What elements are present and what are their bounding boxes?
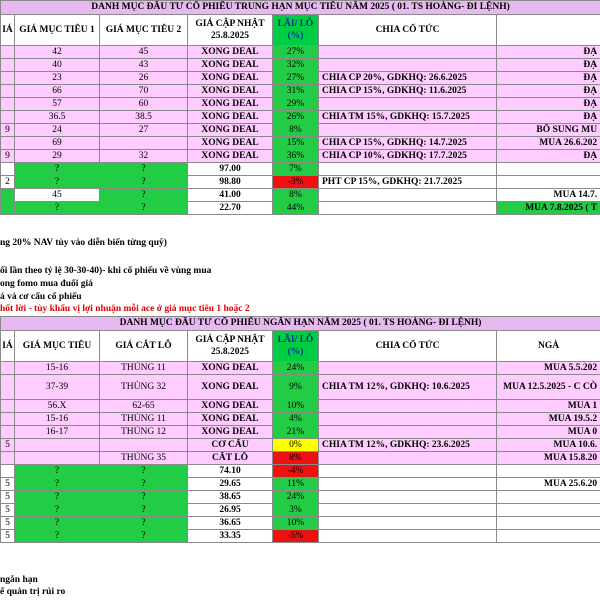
note-3: ong fomo mua đuổi giá: [0, 279, 93, 289]
cell[interactable]: [319, 59, 497, 72]
table-row: [1, 426, 600, 439]
table-row: [1, 176, 600, 189]
cell[interactable]: ĐẠ: [497, 150, 600, 163]
cell[interactable]: ?: [15, 517, 100, 530]
cell[interactable]: PHT CP 15%, GDKHQ: 21.7.2025: [319, 176, 497, 189]
cell[interactable]: [319, 202, 497, 215]
table-row: [1, 362, 600, 375]
cell[interactable]: ĐẠ: [497, 111, 600, 124]
cell[interactable]: -3%: [273, 176, 319, 189]
table-row: [1, 202, 600, 215]
cell[interactable]: 26.95: [188, 504, 273, 517]
table-row: [1, 189, 600, 202]
medium-term-portfolio-table: [0, 0, 600, 215]
cell[interactable]: CHIA CP 15%, GDKHQ: 14.7.2025: [319, 137, 497, 150]
table-row: [1, 465, 600, 478]
cell[interactable]: 16-17: [15, 426, 100, 439]
cell[interactable]: ?: [100, 189, 188, 202]
cell[interactable]: 5: [1, 504, 15, 517]
cell[interactable]: 29.65: [188, 478, 273, 491]
cell[interactable]: 2: [1, 176, 15, 189]
header-target: GIÁ MỤC TIÊU: [15, 331, 100, 362]
cell[interactable]: [319, 413, 497, 426]
cell[interactable]: XONG DEAL: [188, 362, 273, 375]
cell[interactable]: CHIA TM 12%, GDKHQ: 10.6.2025: [319, 375, 497, 400]
cell[interactable]: 40: [15, 59, 100, 72]
cell[interactable]: [1, 163, 15, 176]
cell[interactable]: 24%: [273, 362, 319, 375]
cell[interactable]: 45: [15, 189, 100, 202]
cell[interactable]: 36%: [273, 150, 319, 163]
cell[interactable]: 27%: [273, 46, 319, 59]
cell[interactable]: [15, 439, 100, 452]
cell[interactable]: [1, 452, 15, 465]
cell[interactable]: THỦNG 11: [100, 413, 188, 426]
cell[interactable]: XONG DEAL: [188, 72, 273, 85]
table-row: [1, 137, 600, 150]
table-row: [1, 124, 600, 137]
cell[interactable]: XONG DEAL: [188, 426, 273, 439]
cell[interactable]: [15, 452, 100, 465]
cell[interactable]: ?: [100, 478, 188, 491]
cell[interactable]: XONG DEAL: [188, 85, 273, 98]
cell[interactable]: XONG DEAL: [188, 124, 273, 137]
cell[interactable]: 37-39: [15, 375, 100, 400]
cell[interactable]: ?: [100, 202, 188, 215]
cell[interactable]: [1, 85, 15, 98]
cell[interactable]: XONG DEAL: [188, 413, 273, 426]
cell[interactable]: 0%: [273, 439, 319, 452]
cell[interactable]: [1, 426, 15, 439]
cell[interactable]: [319, 504, 497, 517]
table-row: [1, 163, 600, 176]
cell[interactable]: 26%: [273, 111, 319, 124]
table-row: [1, 98, 600, 111]
cell[interactable]: 10%: [273, 400, 319, 413]
cell[interactable]: ?: [15, 163, 100, 176]
cell[interactable]: ?: [15, 478, 100, 491]
cell[interactable]: 29: [15, 150, 100, 163]
cell[interactable]: CHIA CP 15%, GDKHQ: 11.6.2025: [319, 85, 497, 98]
cell[interactable]: [319, 46, 497, 59]
cell[interactable]: ?: [100, 491, 188, 504]
cell[interactable]: CHIA TM 15%, GDKHQ: 15.7.2025: [319, 111, 497, 124]
header-target-1: GIÁ MỤC TIÊU 1: [15, 15, 100, 46]
cell[interactable]: [497, 465, 600, 478]
cell[interactable]: MUA 14.7.: [497, 189, 600, 202]
cell[interactable]: XONG DEAL: [188, 46, 273, 59]
cell[interactable]: ĐẠ: [497, 59, 600, 72]
cell[interactable]: 70: [100, 85, 188, 98]
cell[interactable]: 22.70: [188, 202, 273, 215]
cell[interactable]: 15-16: [15, 413, 100, 426]
cell[interactable]: 5: [1, 491, 15, 504]
table-row: [1, 504, 600, 517]
cell[interactable]: THỦNG 11: [100, 362, 188, 375]
cell[interactable]: 5: [1, 530, 15, 543]
table-row: [1, 59, 600, 72]
cell[interactable]: 23: [15, 72, 100, 85]
cell[interactable]: [319, 465, 497, 478]
cell[interactable]: 10%: [273, 517, 319, 530]
table-row: [1, 491, 600, 504]
header-profit-loss: LÃI/ LỖ (%): [273, 331, 319, 362]
cell[interactable]: ?: [100, 530, 188, 543]
cell[interactable]: 27: [100, 124, 188, 137]
cell[interactable]: [319, 478, 497, 491]
note-red: hốt lời - tùy khẩu vị lợi nhuận mỗi ace ở giá mục tiêu 1 hoặc 2: [0, 304, 250, 314]
cell[interactable]: 69: [15, 137, 100, 150]
cell[interactable]: ?: [100, 163, 188, 176]
cell[interactable]: [1, 362, 15, 375]
cell[interactable]: CƠ CẤU: [188, 439, 273, 452]
cell[interactable]: ĐẠ: [497, 98, 600, 111]
note-1: ng 20% NAV tùy vào diễn biến từng quỹ): [0, 238, 167, 248]
cell[interactable]: [1, 189, 15, 202]
cell[interactable]: ?: [100, 517, 188, 530]
cell[interactable]: [1, 72, 15, 85]
cell[interactable]: 45: [100, 46, 188, 59]
cell[interactable]: BỔ SUNG MU: [497, 124, 600, 137]
cell[interactable]: ?: [15, 176, 100, 189]
cell[interactable]: [497, 517, 600, 530]
cell[interactable]: 5: [1, 517, 15, 530]
cell[interactable]: 38.65: [188, 491, 273, 504]
cell[interactable]: 8%: [273, 452, 319, 465]
header-price: IÁ: [1, 331, 15, 362]
table-row: [1, 400, 600, 413]
cell[interactable]: [319, 163, 497, 176]
cell[interactable]: MUA 15.8.20: [497, 452, 600, 465]
cell[interactable]: XONG DEAL: [188, 98, 273, 111]
cell[interactable]: 43: [100, 59, 188, 72]
table-row: [1, 517, 600, 530]
cell[interactable]: 8%: [273, 189, 319, 202]
cell[interactable]: [497, 504, 600, 517]
cell[interactable]: [319, 189, 497, 202]
cell[interactable]: 11%: [273, 478, 319, 491]
cell[interactable]: [319, 530, 497, 543]
cell[interactable]: 38.5: [100, 111, 188, 124]
header-profit-loss: LÃI/ LỖ (%): [273, 15, 319, 46]
cell[interactable]: [319, 491, 497, 504]
short-term-portfolio-table: [0, 316, 600, 543]
cell[interactable]: 5: [1, 439, 15, 452]
cell[interactable]: 36.65: [188, 517, 273, 530]
cell[interactable]: XONG DEAL: [188, 375, 273, 400]
cell[interactable]: [1, 413, 15, 426]
cell[interactable]: XONG DEAL: [188, 59, 273, 72]
cell[interactable]: MUA 12.5.2025 - C CÒ: [497, 375, 600, 400]
cell[interactable]: 98.80: [188, 176, 273, 189]
header-target-2: GIÁ MỤC TIÊU 2: [100, 15, 188, 46]
table-row: [1, 375, 600, 400]
header-dividend: CHIA CỔ TỨC: [319, 15, 497, 46]
cell[interactable]: CHIA CP 10%, GDKHQ: 17.7.2025: [319, 150, 497, 163]
cell[interactable]: 8%: [273, 124, 319, 137]
cell[interactable]: 24: [15, 124, 100, 137]
cell[interactable]: 41.00: [188, 189, 273, 202]
cell[interactable]: ?: [15, 491, 100, 504]
table-row: [1, 72, 600, 85]
cell[interactable]: THỦNG 12: [100, 426, 188, 439]
cell[interactable]: [1, 465, 15, 478]
cell[interactable]: XONG DEAL: [188, 150, 273, 163]
cell[interactable]: CẮT LỖ: [188, 452, 273, 465]
cell[interactable]: 15%: [273, 137, 319, 150]
cell[interactable]: 42: [15, 46, 100, 59]
cell[interactable]: 3%: [273, 504, 319, 517]
table-row: [1, 530, 600, 543]
cell[interactable]: [319, 98, 497, 111]
cell[interactable]: 60: [100, 98, 188, 111]
cell[interactable]: MUA 26.6.202: [497, 137, 600, 150]
cell[interactable]: [1, 111, 15, 124]
table-row: [1, 478, 600, 491]
cell[interactable]: THỦNG 35: [100, 452, 188, 465]
cell[interactable]: -4%: [273, 465, 319, 478]
cell[interactable]: 27%: [273, 72, 319, 85]
note-short-term: ngắn hạn: [0, 575, 38, 585]
cell[interactable]: 32: [100, 150, 188, 163]
cell[interactable]: ?: [100, 504, 188, 517]
cell[interactable]: 62-65: [100, 400, 188, 413]
section1-title: DANH MỤC ĐẦU TƯ CỔ PHIẾU TRUNG HẠN MỤC TIÊU NĂM 2025 ( 01. TS HOÀNG- ĐI LỆNH): [1, 1, 600, 15]
cell[interactable]: [1, 59, 15, 72]
cell[interactable]: [1, 46, 15, 59]
section2-title: DANH MỤC ĐẦU TƯ CỔ PHIẾU NGẮN HẠN NĂM 2025 ( 01. TS HOÀNG- ĐI LỆNH): [1, 317, 600, 331]
cell[interactable]: MUA 7.8.2025 ( T: [497, 202, 600, 215]
cell[interactable]: [319, 124, 497, 137]
cell[interactable]: MUA 0: [497, 426, 600, 439]
cell[interactable]: ?: [15, 202, 100, 215]
table-row: [1, 413, 600, 426]
header-updated-price: GIÁ CẬP NHẬT 25.8.2025: [188, 331, 273, 362]
table-row: [1, 452, 600, 465]
cell[interactable]: 29%: [273, 98, 319, 111]
table-row: [1, 46, 600, 59]
cell[interactable]: MUA 1: [497, 400, 600, 413]
cell[interactable]: [319, 517, 497, 530]
note-2: ối lần theo tỷ lệ 30-30-40)- khi cổ phiếu về vùng mua: [0, 266, 212, 276]
cell[interactable]: 56.X: [15, 400, 100, 413]
cell[interactable]: [497, 163, 600, 176]
cell[interactable]: -5%: [273, 530, 319, 543]
cell[interactable]: ĐẠ: [497, 46, 600, 59]
cell[interactable]: 74.10: [188, 465, 273, 478]
cell[interactable]: 32%: [273, 59, 319, 72]
cell[interactable]: MUA 5.5.202: [497, 362, 600, 375]
note-risk: ể quản trị rủi ro: [0, 587, 66, 597]
cell[interactable]: ?: [15, 504, 100, 517]
cell[interactable]: [319, 426, 497, 439]
cell[interactable]: [1, 375, 15, 400]
cell[interactable]: 4%: [273, 413, 319, 426]
cell[interactable]: XONG DEAL: [188, 137, 273, 150]
cell[interactable]: [1, 400, 15, 413]
cell[interactable]: 66: [15, 85, 100, 98]
cell[interactable]: [319, 452, 497, 465]
cell[interactable]: 9%: [273, 375, 319, 400]
cell[interactable]: CHIA TM 12%, GDKHQ: 23.6.2025: [319, 439, 497, 452]
cell[interactable]: CHIA CP 20%, GDKHQ: 26.6.2025: [319, 72, 497, 85]
table-row: [1, 150, 600, 163]
cell[interactable]: [319, 362, 497, 375]
cell[interactable]: MUA 19.5.2: [497, 413, 600, 426]
cell[interactable]: 21%: [273, 426, 319, 439]
cell[interactable]: 24%: [273, 491, 319, 504]
table-row: [1, 111, 600, 124]
cell[interactable]: 97.00: [188, 163, 273, 176]
header-updated-price: GIÁ CẬP NHẬT 25.8.2025: [188, 15, 273, 46]
cell[interactable]: [319, 400, 497, 413]
cell[interactable]: [497, 176, 600, 189]
cell[interactable]: ĐẠ: [497, 72, 600, 85]
cell[interactable]: 57: [15, 98, 100, 111]
cell[interactable]: 31%: [273, 85, 319, 98]
cell[interactable]: ?: [15, 465, 100, 478]
cell[interactable]: MUA 10.6.: [497, 439, 600, 452]
cell[interactable]: 44%: [273, 202, 319, 215]
cell[interactable]: [497, 491, 600, 504]
cell[interactable]: THỦNG 32: [100, 375, 188, 400]
cell[interactable]: [1, 98, 15, 111]
cell[interactable]: [100, 137, 188, 150]
cell[interactable]: ?: [15, 530, 100, 543]
cell[interactable]: 9: [1, 124, 15, 137]
cell[interactable]: 7%: [273, 163, 319, 176]
cell[interactable]: 15-16: [15, 362, 100, 375]
cell[interactable]: 5: [1, 478, 15, 491]
cell[interactable]: [497, 530, 600, 543]
header-note: [497, 15, 600, 46]
cell[interactable]: [1, 137, 15, 150]
cell[interactable]: ĐẠ: [497, 85, 600, 98]
cell[interactable]: ?: [100, 176, 188, 189]
cell[interactable]: XONG DEAL: [188, 111, 273, 124]
header-stop-loss: GIÁ CẮT LỖ: [100, 331, 188, 362]
header-date: NGÀ: [497, 331, 600, 362]
cell[interactable]: ?: [100, 465, 188, 478]
header-price: IÁ: [1, 15, 15, 46]
table-row: [1, 85, 600, 98]
cell[interactable]: [100, 439, 188, 452]
cell[interactable]: MUA 25.6.20: [497, 478, 600, 491]
cell[interactable]: 9: [1, 150, 15, 163]
cell[interactable]: 33.35: [188, 530, 273, 543]
cell[interactable]: XONG DEAL: [188, 400, 273, 413]
cell[interactable]: 26: [100, 72, 188, 85]
table-row: [1, 439, 600, 452]
note-4: á và cơ cấu cổ phiếu: [0, 292, 82, 302]
cell[interactable]: 36.5: [15, 111, 100, 124]
header-dividend: CHIA CỔ TỨC: [319, 331, 497, 362]
cell[interactable]: [1, 202, 15, 215]
